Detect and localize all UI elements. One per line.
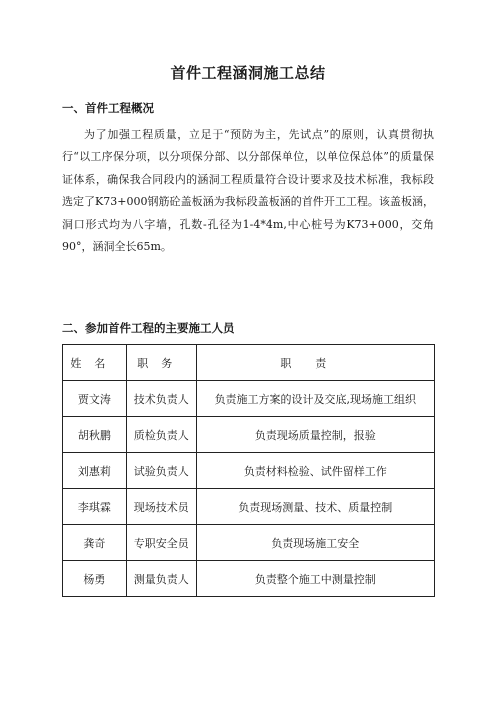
cell-name: 贾文涛 [63,381,127,417]
table-row [63,525,435,561]
cell-position: 试验负责人 [126,453,196,489]
cell-name: 李琪霖 [63,489,127,525]
cell-duty: 负责施工方案的设计及交底,现场施工组织 [196,381,434,417]
table-row [63,381,435,417]
cell-name: 胡秋鹏 [63,417,127,453]
cell-position: 测量负责人 [126,561,196,597]
cell-name: 龚奇 [63,525,127,561]
table-row [63,417,435,453]
table-row [63,489,435,525]
table-row [63,561,435,597]
cell-duty: 负责整个施工中测量控制 [196,561,434,597]
table-row [63,453,435,489]
section-heading-staff: 二、参加首件工程的主要施工人员 [62,321,235,335]
cell-position: 专职安全员 [126,525,196,561]
cell-position: 现场技术员 [126,489,196,525]
cell-duty: 负责材料检验、试件留样工作 [196,453,434,489]
cell-name: 刘惠莉 [63,453,127,489]
section-heading-overview: 一、首件工程概况 [62,101,154,115]
document-title: 首件工程涵洞施工总结 [170,64,326,82]
table-header-row [63,345,435,381]
cell-position: 质检负责人 [126,417,196,453]
header-duty: 职责 [196,345,434,381]
cell-duty: 负责现场测量、技术、质量控制 [196,489,434,525]
cell-duty: 负责现场施工安全 [196,525,434,561]
header-position: 职务 [126,345,196,381]
cell-duty: 负责现场质量控制，报验 [196,417,434,453]
overview-paragraph: 为了加强工程质量，立足于“预防为主，先试点”的原则，认真贯彻执行“以工序保分项，以分项保分部、以分部保单位，以单位保总体”的质量保证体系，确保我合同段内的涵洞工程质量符合设计要求及技术标准，我标段选定了K73+000钢筋砼盖板涵为我标段盖板涵的首件开工工程。该盖板涵，洞口形式均为八字墙，孔数-孔径为1-4*4m,中心桩号为K73+000，交角90°，涵洞全长65m。 [62,128,434,254]
staff-table [62,344,435,597]
cell-position: 技术负责人 [126,381,196,417]
header-name: 姓名 [63,345,127,381]
cell-name: 杨勇 [63,561,127,597]
